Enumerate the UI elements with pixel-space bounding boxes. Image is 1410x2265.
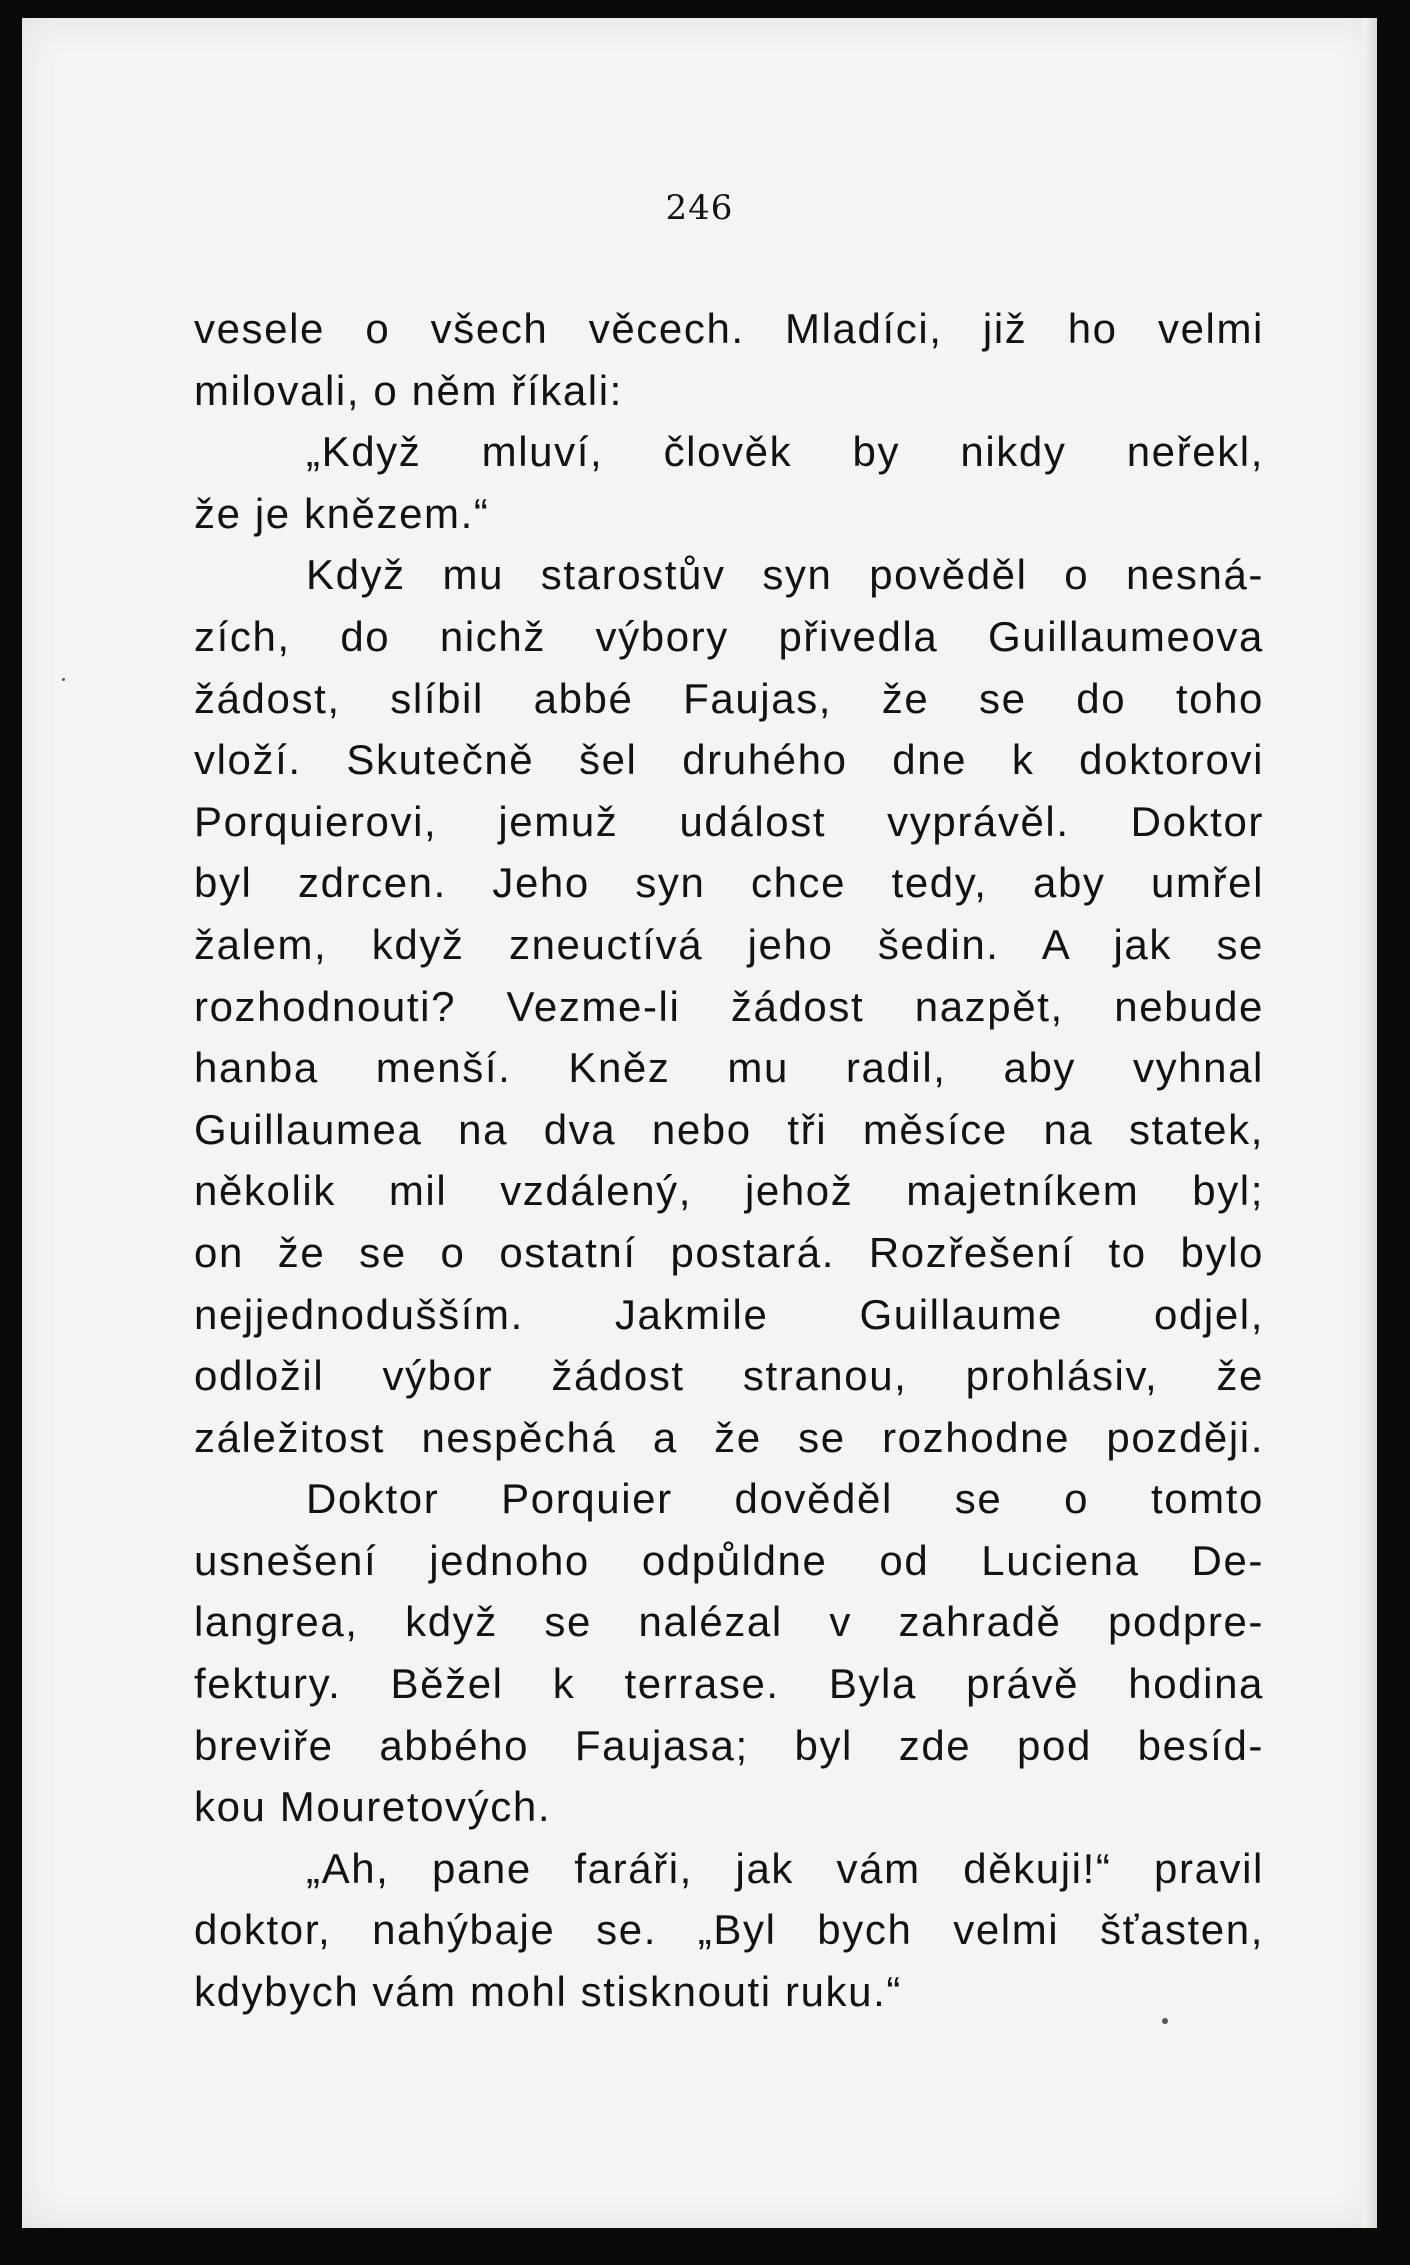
text-line: zích, do nichž výbory přivedla Guillaumeova xyxy=(194,612,1264,660)
body-text xyxy=(194,298,1264,2023)
text-line: žádost, slíbil abbé Faujas, že se do toho xyxy=(194,674,1264,722)
text-line: usnešení jednoho odpůldne od Luciena De- xyxy=(194,1536,1264,1584)
text-line: breviře abbého Faujasa; byl zde pod besíd- xyxy=(194,1721,1264,1769)
text-line: několik mil vzdálený, jehož majetníkem byl; xyxy=(194,1167,1264,1215)
text-line: kou Mouretových. xyxy=(194,1783,552,1831)
text-line: „Ah, pane faráři, jak vám děkuji!“ pravil xyxy=(306,1844,1264,1892)
text-line: milovali, o něm říkali: xyxy=(194,366,623,414)
text-line: že je knězem.“ xyxy=(194,489,490,537)
text-line: „Když mluví, člověk by nikdy neřekl, xyxy=(306,428,1264,476)
text-line: hanba menší. Kněz mu radil, aby vyhnal xyxy=(194,1044,1264,1092)
text-line: Doktor Porquier dověděl se o tomto xyxy=(306,1475,1264,1523)
text-line: vesele o všech věcech. Mladíci, již ho velmi xyxy=(194,305,1264,352)
text-line: odložil výbor žádost stranou, prohlásiv, že xyxy=(194,1352,1264,1400)
text-line: doktor, nahýbaje se. „Byl bych velmi šťasten, xyxy=(194,1906,1264,1954)
text-line: Porquierovi, jemuž událost vyprávěl. Doktor xyxy=(194,797,1264,845)
text-line: žalem, když zneuctívá jeho šedin. A jak se xyxy=(194,920,1264,968)
text-line: rozhodnouti? Vezme-li žádost nazpět, nebude xyxy=(194,982,1264,1030)
text-line: fektury. Běžel k terrase. Byla právě hodina xyxy=(194,1660,1264,1708)
text-line: vloží. Skutečně šel druhého dne k doktorovi xyxy=(194,736,1264,784)
text-line: kdybych vám mohl stisknouti ruku.“ xyxy=(194,1968,902,2016)
dust-speck xyxy=(1162,2018,1168,2024)
page-number: 246 xyxy=(665,188,734,228)
book-page xyxy=(22,18,1377,2228)
text-line: nejjednodušším. Jakmile Guillaume odjel, xyxy=(194,1290,1264,1338)
text-line: on že se o ostatní postará. Rozřešení to bylo xyxy=(194,1228,1264,1276)
text-line: záležitost nespěchá a že se rozhodne později. xyxy=(194,1413,1264,1461)
text-line: langrea, když se nalézal v zahradě podpre- xyxy=(194,1598,1264,1646)
text-line: byl zdrcen. Jeho syn chce tedy, aby umřel xyxy=(194,859,1264,907)
dust-speck xyxy=(62,678,65,681)
text-line: Když mu starostův syn pověděl o nesná- xyxy=(306,551,1264,599)
page-edge-shadow xyxy=(1363,18,1377,2228)
text-line: Guillaumea na dva nebo tři měsíce na statek, xyxy=(194,1105,1264,1153)
